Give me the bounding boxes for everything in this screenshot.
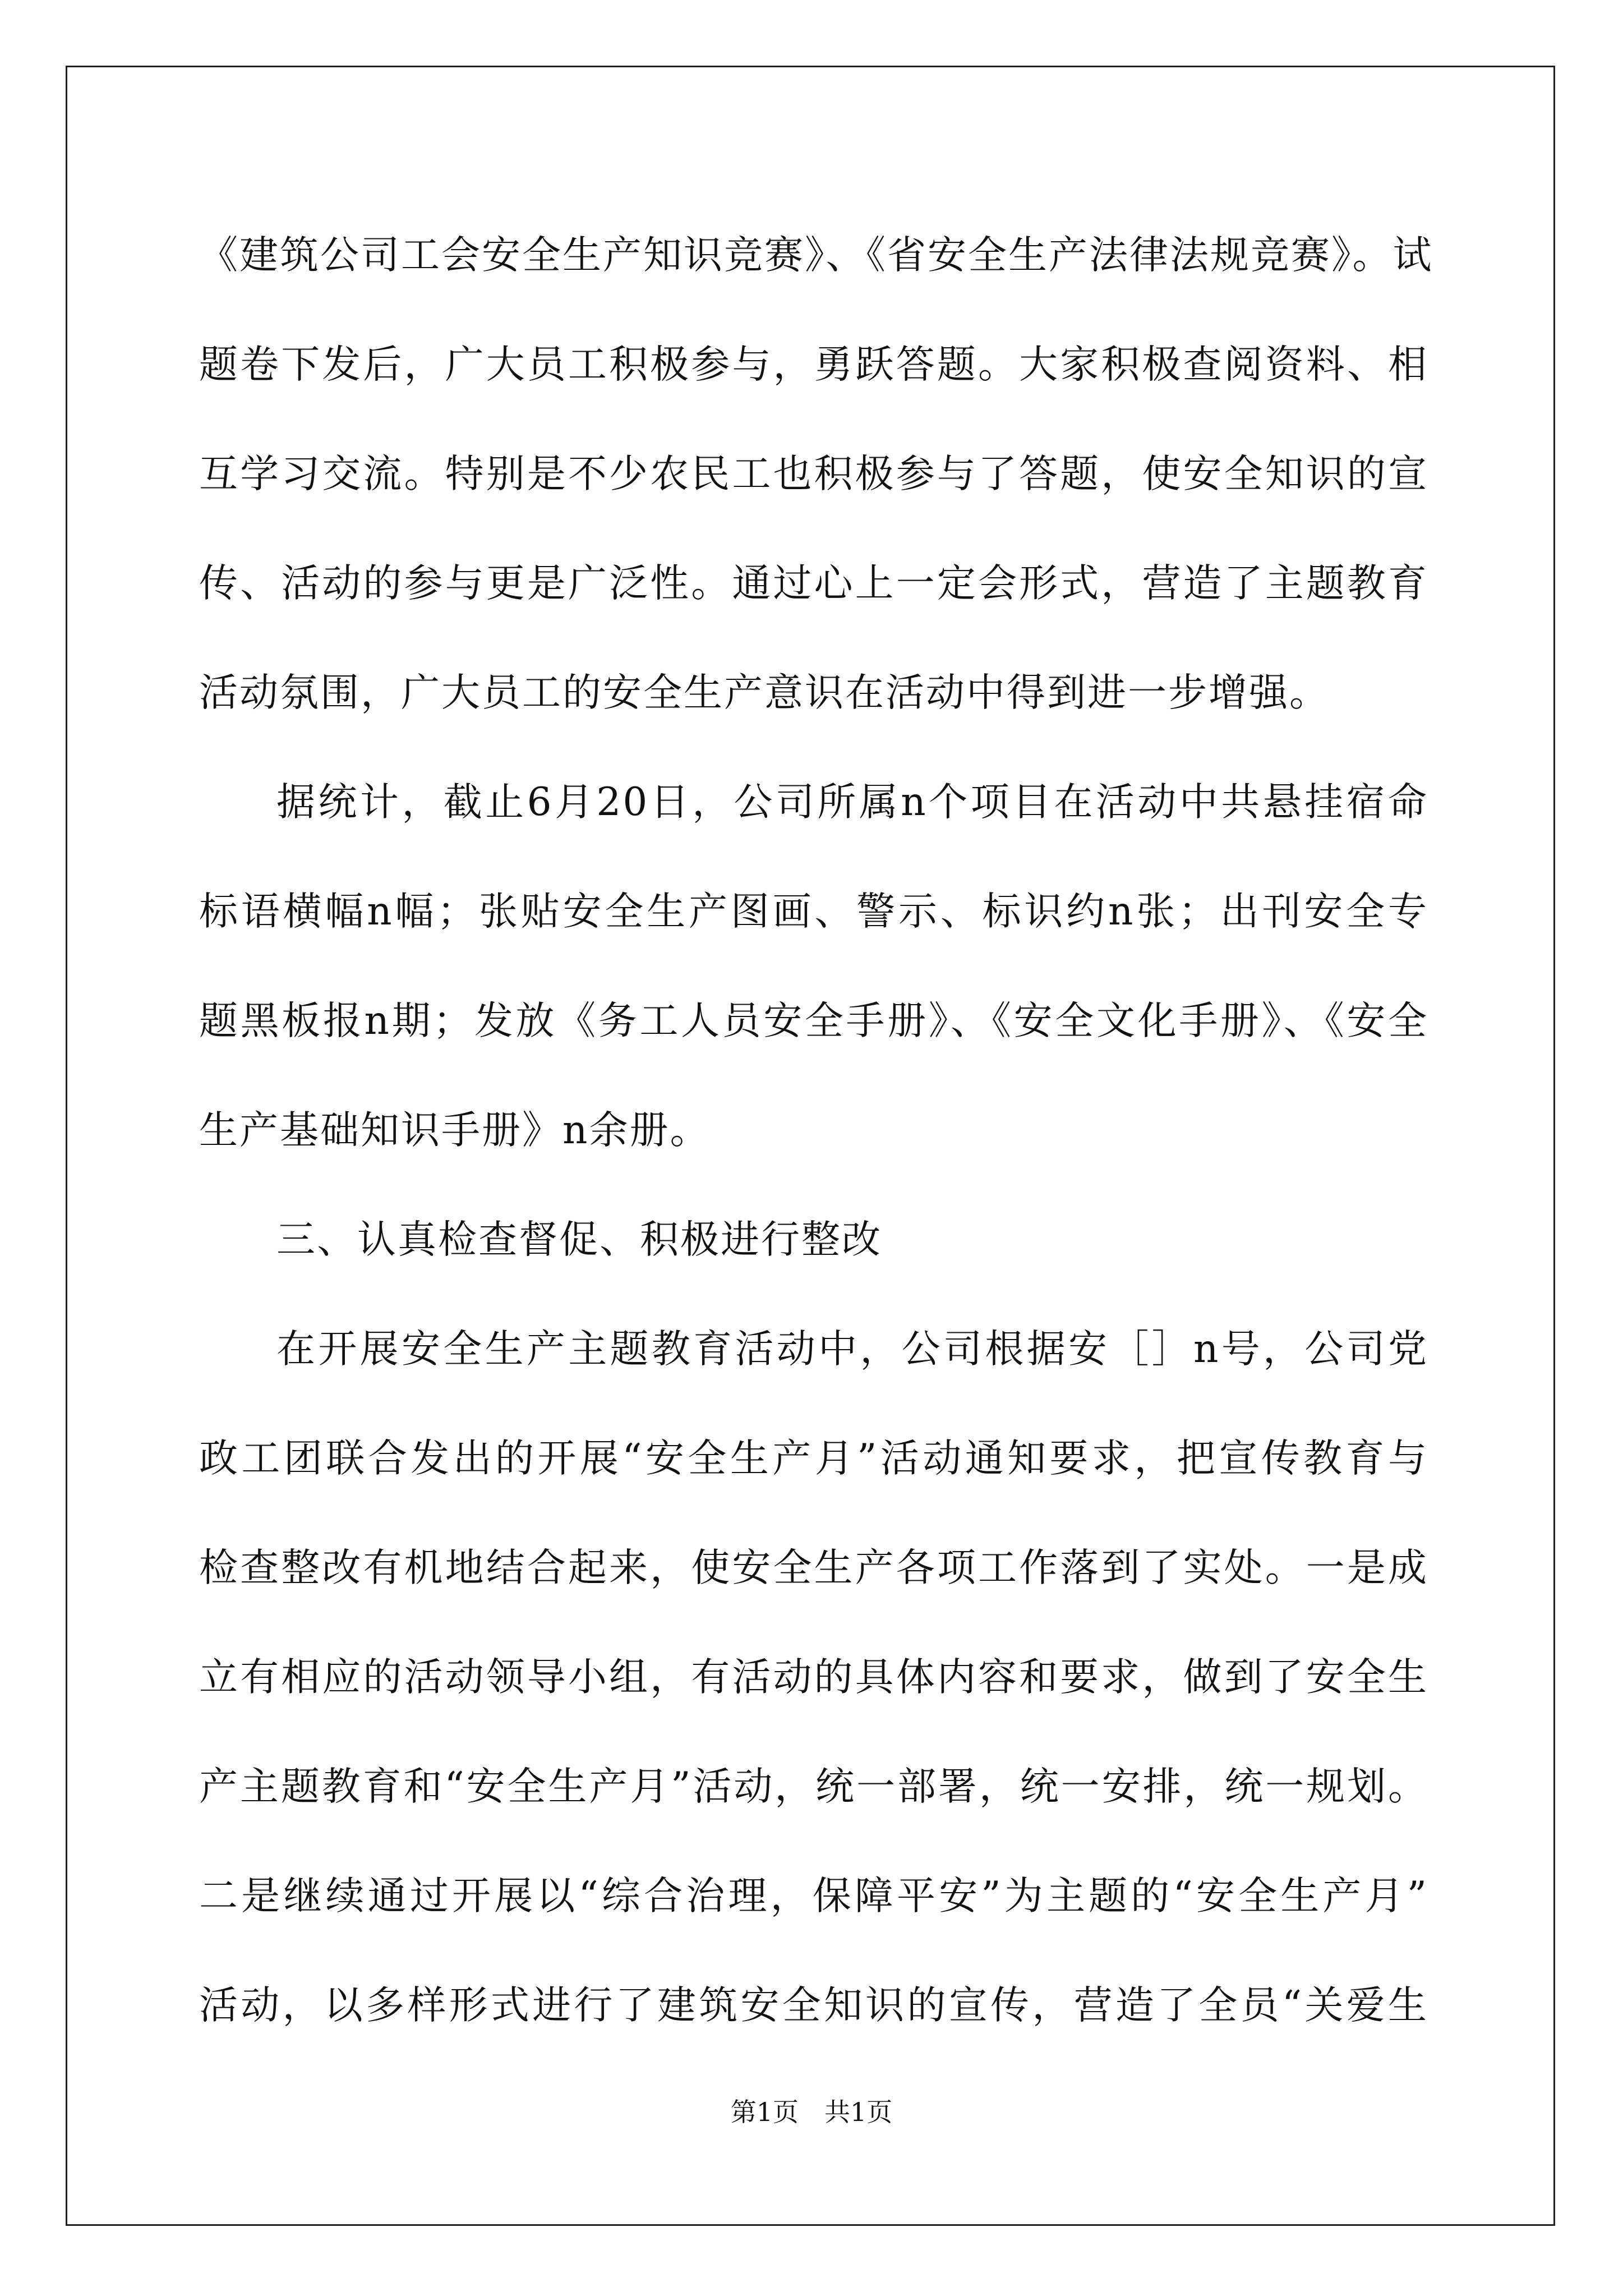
text-line: 据统计，截止6月20日，公司所属n个项目在活动中共悬挂宿命 — [276, 780, 1428, 825]
text-line: 二是继续通过开展以“综合治理，保障平安”为主题的“安全生产月” — [199, 1874, 1428, 1918]
text-line: 活动，以多样形式进行了建筑安全知识的宣传，营造了全员“关爱生 — [199, 1983, 1428, 2028]
text-line: 标语横幅n幅；张贴安全生产图画、警示、标识约n张；出刊安全专 — [199, 889, 1428, 934]
text-line: 互学习交流。特别是不少农民工也积极参与了答题，使安全知识的宣 — [199, 452, 1428, 496]
text-line: 题卷下发后，广大员工积极参与，勇跃答题。大家积极查阅资料、相 — [199, 342, 1428, 387]
text-line: 在开展安全生产主题教育活动中，公司根据安［］n号，公司党 — [276, 1327, 1428, 1372]
text-line: 立有相应的活动领导小组，有活动的具体内容和要求，做到了安全生 — [199, 1655, 1428, 1700]
text-line: 《建筑公司工会安全生产知识竞赛》、《省安全生产法律法规竞赛》。试 — [199, 233, 1433, 278]
text-line: 传、活动的参与更是广泛性。通过心上一定会形式，营造了主题教育 — [199, 561, 1428, 606]
text-line: 活动氛围，广大员工的安全生产意识在活动中得到进一步增强。 — [199, 670, 1330, 715]
text-line: 检查整改有机地结合起来，使安全生产各项工作落到了实处。一是成 — [199, 1545, 1428, 1590]
text-line: 产主题教育和“安全生产月”活动，统一部署，统一安排，统一规划。 — [199, 1764, 1428, 1809]
page-number-footer: 第1页 共1页 — [730, 2097, 893, 2127]
text-line: 题黑板报n期；发放《务工人员安全手册》、《安全文化手册》、《安全 — [199, 999, 1428, 1043]
text-line: 政工团联合发出的开展“安全生产月”活动通知要求，把宣传教育与 — [199, 1436, 1428, 1481]
text-line: 生产基础知识手册》n余册。 — [199, 1108, 711, 1153]
section-heading: 三、认真检查督促、积极进行整改 — [276, 1217, 882, 1262]
